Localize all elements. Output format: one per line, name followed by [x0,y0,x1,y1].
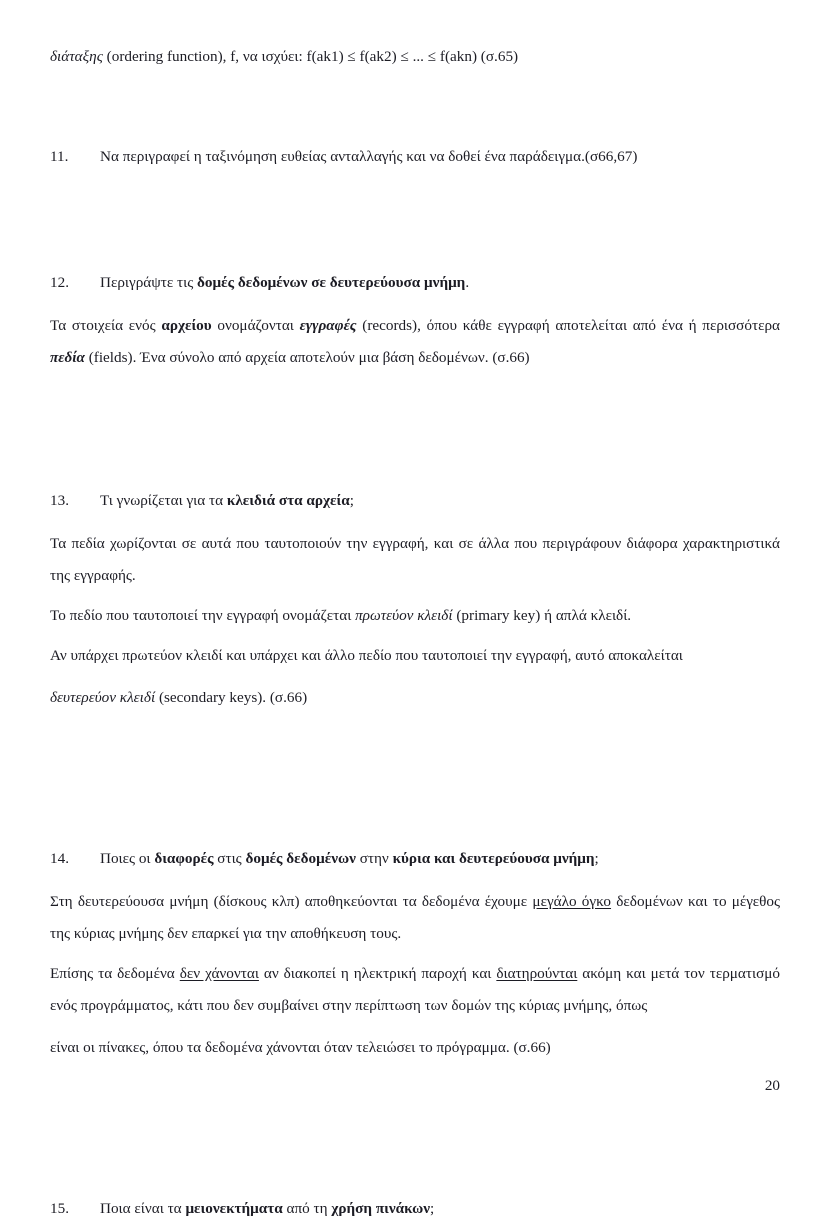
text-run-normal-0: Στη δευτερεύουσα μνήμη (δίσκους κλπ) αποθηκεύονται τα δεδομένα έχουμε [50,893,533,910]
text-run-bold-1: μειονεκτήματα [185,1200,283,1217]
text-run-bold-3: χρήση πινάκων [331,1200,431,1217]
question-15-number: 15. [50,1200,69,1217]
text-run-normal-0: Το πεδίο που ταυτοποιεί την εγγραφή ονομάζεται [50,607,356,624]
text-run-normal-4: ; [430,1200,435,1217]
continuation-italic-term: διάταξης [50,48,103,65]
text-run-bold-italic-3: εγγραφές [299,317,357,334]
answer-13-paragraph-2 [50,600,780,632]
spacer [50,374,780,448]
question-11-number: 11. [50,148,69,165]
question-12 [50,270,780,296]
spacer [50,788,780,846]
text-run-normal-0: Να περιγραφεί η ταξινόμηση ευθείας ανταλλαγής και να δοθεί ένα παράδειγμα.(σ66,67) [100,148,638,165]
text-run-normal-0: Ποιες οι [100,850,155,867]
text-run-normal-2: ; [349,492,354,509]
text-run-normal-0: Τι γνωρίζεται για τα [100,492,227,509]
text-run-normal-0: Τα στοιχεία ενός [50,317,162,334]
spacer [50,872,780,886]
spacer [50,1064,780,1138]
answer-13-paragraph-4 [50,682,780,714]
spacer [50,244,780,270]
text-run-normal-2: από τη [282,1200,332,1217]
question-12-text [100,274,469,291]
question-14-number: 14. [50,850,69,867]
text-run-italic-1: πρωτεύον κλειδί [355,607,453,624]
text-run-bold-1: κλειδιά στα αρχεία [226,492,350,509]
text-run-normal-0: Περιγράψτε τις [100,274,198,291]
answer-13-paragraph-1 [50,528,780,592]
continuation-line [50,44,780,70]
text-run-normal-4: (records), όπου κάθε εγγραφή αποτελείται από ένα ή περισσότερα [356,317,780,334]
text-run-bold-italic-5: πεδία [50,349,85,366]
text-run-normal-2: (primary key) ή απλά κλειδί. [452,607,632,624]
answer-14-paragraph-1 [50,886,780,950]
text-run-normal-2: δεδομένων και το μέγεθος της κύριας μνήμης δεν επαρκεί για την αποθήκευση τους. [50,893,780,942]
text-run-normal-4: ακόμη και μετά τον τερματισμό ενός προγράμματος, κάτι που δεν συμβαίνει στην περίπτωση των δομών της κύριας μνήμης, όπως [50,965,780,1014]
continuation-rest: (ordering function), f, να ισχύει: f(ak1) ≤ f(ak2) ≤ ... ≤ f(akn) (σ.65) [102,48,519,65]
text-run-normal-0: είναι οι πίνακες, όπου τα δεδομένα χάνονται όταν τελειώσει το πρόγραμμα. (σ.66) [50,1039,551,1056]
spacer [50,296,780,310]
question-13 [50,488,780,514]
text-run-bold-5: κύρια και δευτερεύουσα μνήμη [392,850,595,867]
text-run-normal-0: Ποια είναι τα [100,1200,186,1217]
question-15-text [100,1200,434,1217]
spacer [50,714,780,788]
text-run-underline-3: διατηρούνται [496,965,578,982]
text-run-underline-1: μεγάλο όγκο [532,893,612,910]
question-15 [50,1196,780,1222]
text-run-normal-2: ονομάζονται [211,317,300,334]
text-run-bold-3: δομές δεδομένων [245,850,356,867]
text-run-bold-1: αρχείου [161,317,212,334]
page-content [50,44,780,1222]
text-run-normal-6: ; [594,850,599,867]
answer-14-paragraph-3 [50,1032,780,1064]
question-14 [50,846,780,872]
question-11 [50,144,780,170]
answer-14-paragraph-2 [50,958,780,1022]
answer-12-paragraph-1 [50,310,780,374]
spacer [50,70,780,144]
text-run-normal-2: αν διακοπεί η ηλεκτρική παροχή και [258,965,497,982]
question-11-text [100,148,637,165]
text-run-normal-4: στην [355,850,393,867]
text-run-bold-1: διαφορές [154,850,214,867]
text-run-normal-2: στις [213,850,246,867]
text-run-normal-2: . [465,274,470,291]
spacer [50,170,780,244]
text-run-normal-6: (fields). Ένα σύνολο από αρχεία αποτελούν μια βάση δεδομένων. (σ.66) [84,349,530,366]
spacer [50,514,780,528]
text-run-normal-0: Τα πεδία χωρίζονται σε αυτά που ταυτοποιούν την εγγραφή, και σε άλλα που περιγράφουν διάφορα χαρακτηριστικά της εγγραφής. [50,535,780,584]
text-run-normal-0: Επίσης τα δεδομένα [50,965,180,982]
spacer [50,448,780,488]
text-run-underline-1: δεν χάνονται [179,965,259,982]
question-13-number: 13. [50,492,69,509]
text-run-normal-1: (secondary keys). (σ.66) [155,689,308,706]
text-run-normal-0: Αν υπάρχει πρωτεύον κλειδί και υπάρχει και άλλο πεδίο που ταυτοποιεί την εγγραφή, αυτό αποκαλείται [50,647,683,664]
spacer [50,1138,780,1196]
text-run-bold-1: δομές δεδομένων σε δευτερεύουσα μνήμη [197,274,466,291]
question-13-text [100,492,354,509]
page-number: 20 [764,1077,780,1094]
question-14-text [100,850,599,867]
text-run-italic-0: δευτερεύον κλειδί [50,689,156,706]
question-12-number: 12. [50,274,69,291]
answer-13-paragraph-3 [50,640,780,672]
